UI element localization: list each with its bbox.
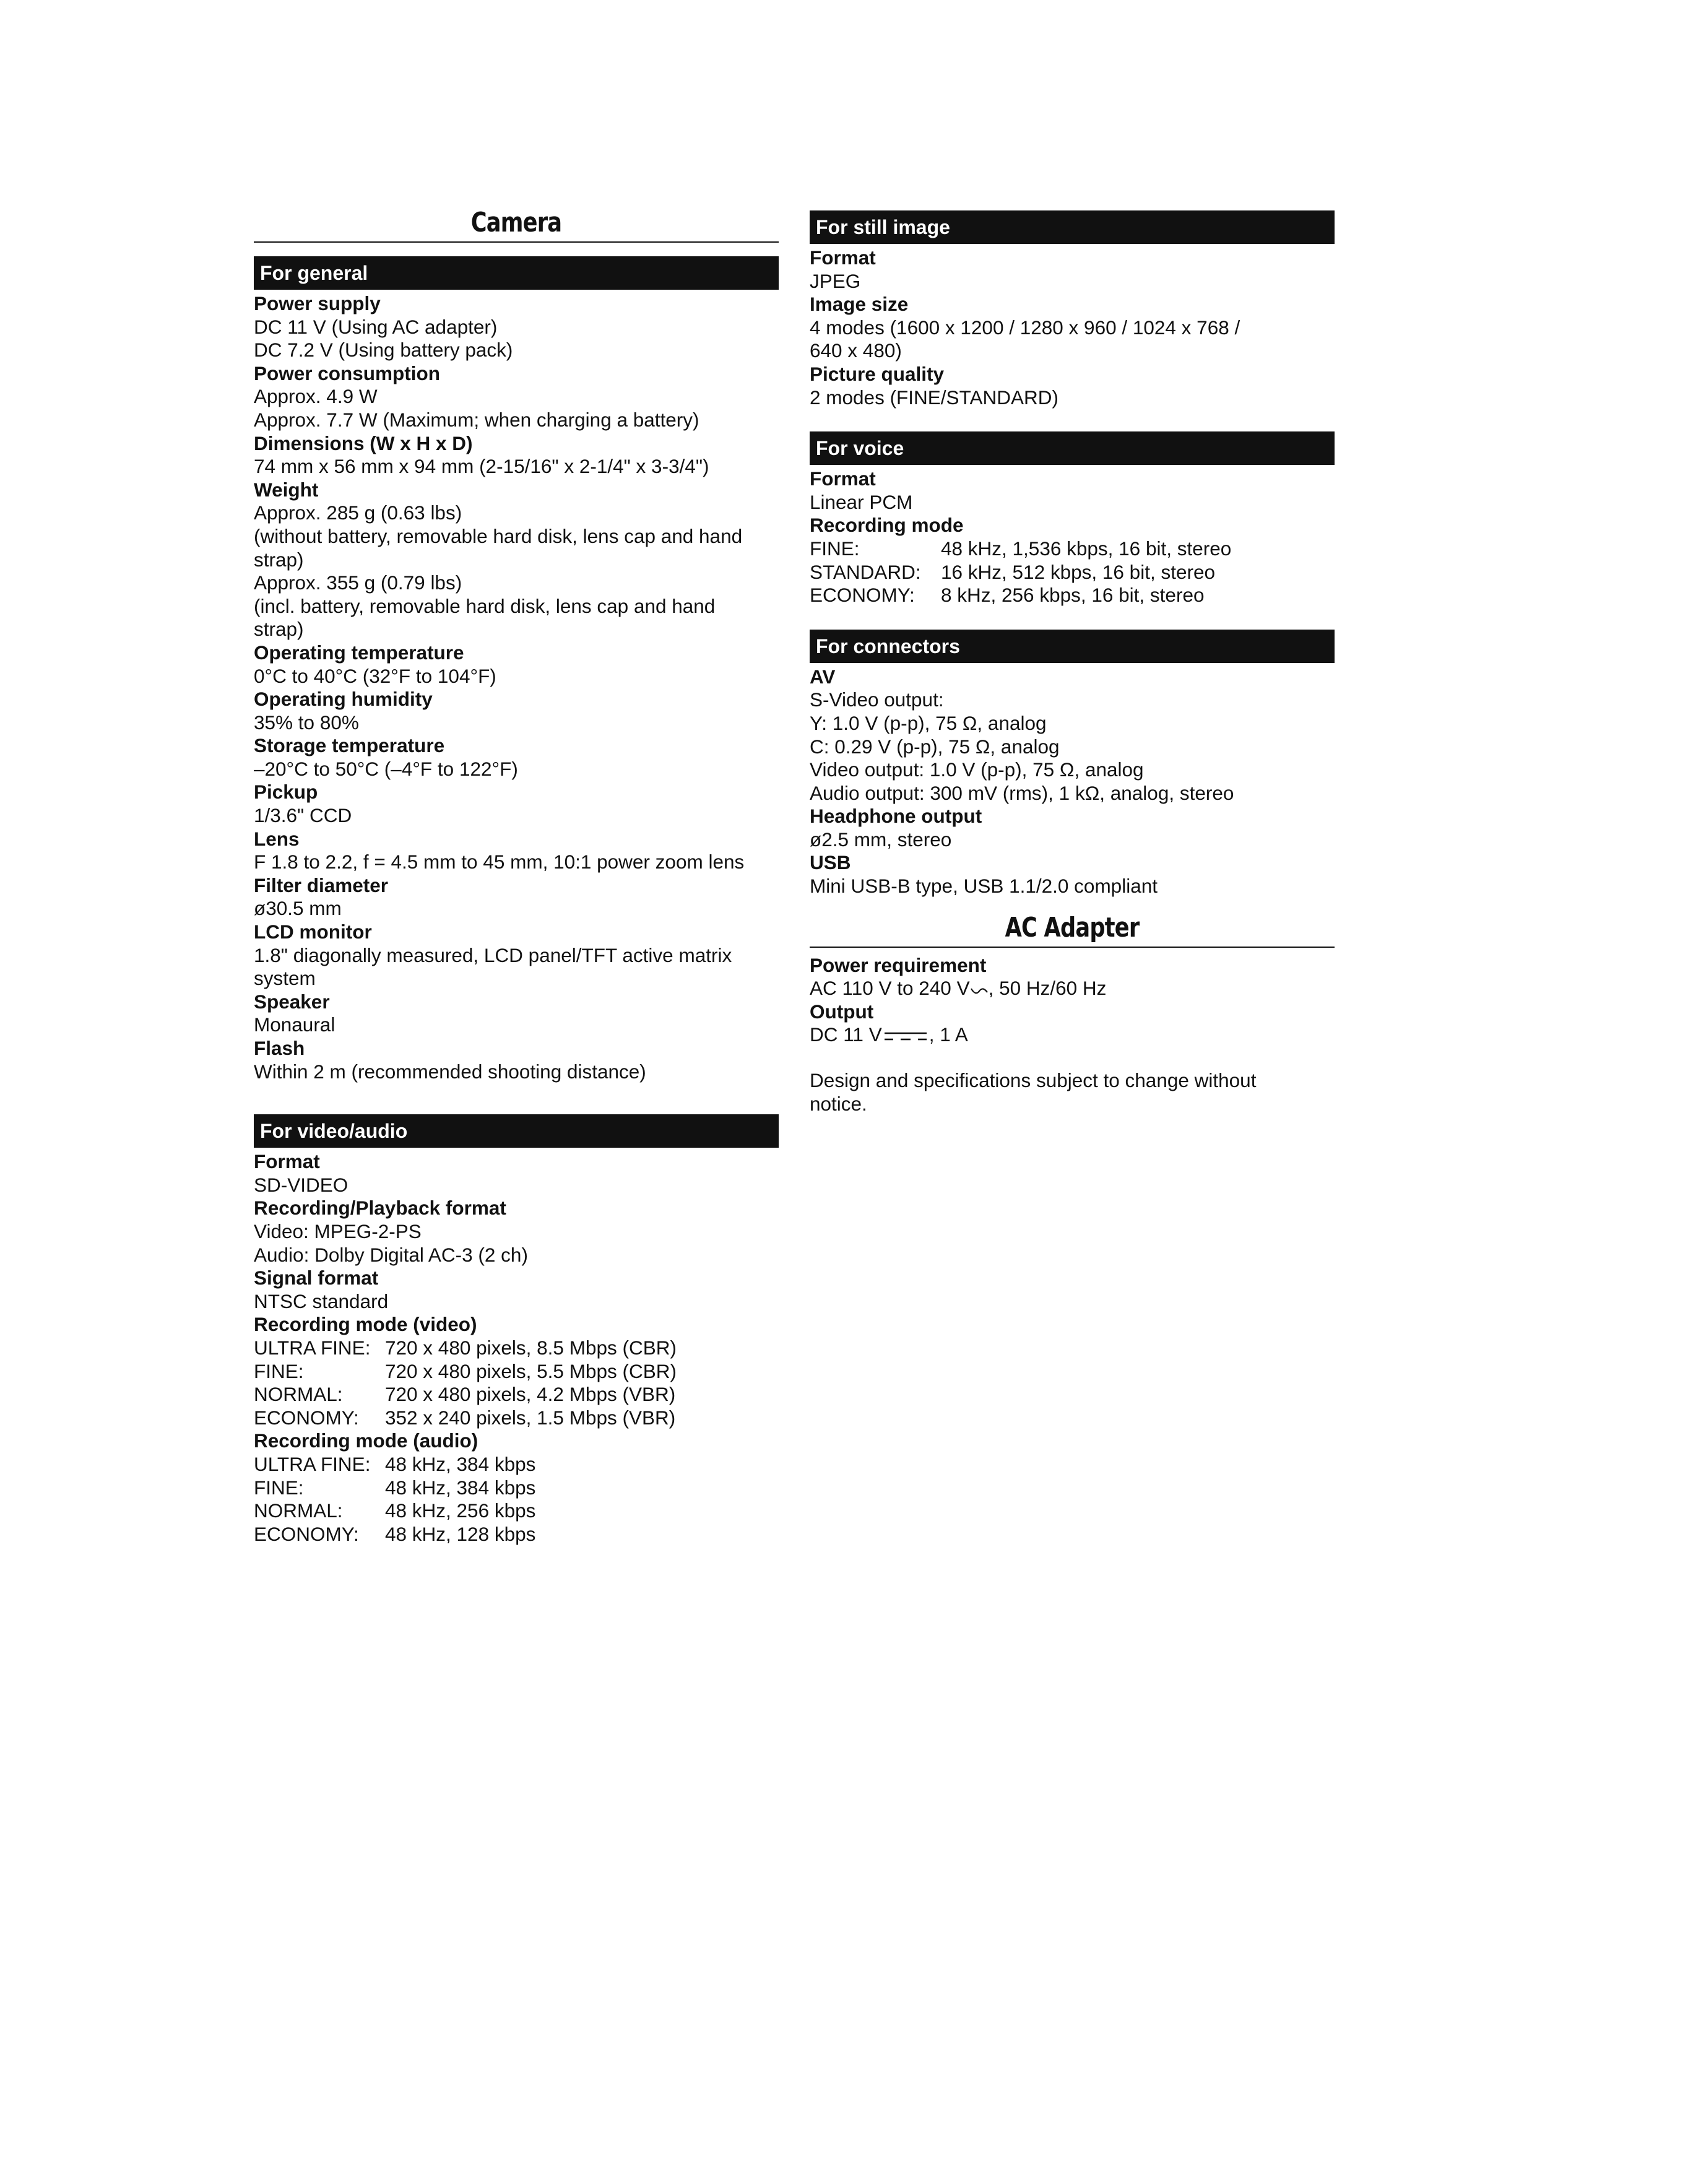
connectors-section xyxy=(810,630,1335,898)
mode-label: FINE: xyxy=(810,537,860,560)
spec-item xyxy=(254,641,779,688)
mode-value: 352 x 240 pixels, 1.5 Mbps (VBR) xyxy=(385,1406,676,1429)
spec-value: DC 11 V (Using AC adapter) xyxy=(254,315,498,338)
spec-item xyxy=(254,1313,779,1429)
spec-value: Approx. 285 g (0.63 lbs) xyxy=(254,501,462,524)
mode-value: 48 kHz, 256 kbps xyxy=(385,1499,536,1522)
table-row xyxy=(254,1406,779,1430)
spec-item xyxy=(810,246,1335,293)
spec-label: Speaker xyxy=(254,990,330,1013)
still-image-heading: For still image xyxy=(810,210,1335,244)
spec-value: 74 mm x 56 mm x 94 mm (2-15/16" x 2-1/4" x 3-3/4") xyxy=(254,455,709,478)
spec-value: 2 modes (FINE/STANDARD) xyxy=(810,386,1058,409)
table-row xyxy=(254,1499,779,1523)
spec-item xyxy=(254,432,779,479)
spec-value: (incl. battery, removable hard disk, lens cap and hand xyxy=(254,594,716,617)
spec-value: strap) xyxy=(254,548,304,571)
spec-item xyxy=(254,292,779,362)
mode-value: 720 x 480 pixels, 8.5 Mbps (CBR) xyxy=(385,1336,677,1359)
mode-value: 16 kHz, 512 kbps, 16 bit, stereo xyxy=(941,560,1215,583)
spec-label: Recording mode (video) xyxy=(254,1313,477,1336)
spec-value: Approx. 4.9 W xyxy=(254,385,378,408)
spec-value: S-Video output: xyxy=(810,688,944,711)
spec-label: Recording mode xyxy=(810,514,964,537)
spec-value: DC 7.2 V (Using battery pack) xyxy=(254,339,513,362)
output-prefix: DC 11 V xyxy=(810,1023,882,1046)
mode-label: ECONOMY: xyxy=(810,584,915,607)
spec-label: Storage temperature xyxy=(254,734,445,757)
spec-value: 4 modes (1600 x 1200 / 1280 x 960 / 1024 x 768 / xyxy=(810,316,1240,339)
spec-value: Monaural xyxy=(254,1013,335,1036)
spec-item xyxy=(254,1429,779,1546)
voice-rec-table xyxy=(810,537,1335,607)
rec-video-table xyxy=(254,1337,779,1429)
mode-label: ECONOMY: xyxy=(254,1522,359,1545)
spec-label: Filter diameter xyxy=(254,873,389,896)
spec-item xyxy=(254,781,779,827)
spec-label: Operating temperature xyxy=(254,641,464,664)
table-row xyxy=(810,584,1335,607)
spec-value: 0°C to 40°C (32°F to 104°F) xyxy=(254,664,496,687)
ac-wave-icon xyxy=(970,984,989,996)
av-lines xyxy=(810,688,1335,805)
spec-value xyxy=(810,1023,1335,1047)
table-row xyxy=(254,1337,779,1360)
spec-value: Audio: Dolby Digital AC-3 (2 ch) xyxy=(254,1243,528,1266)
spec-value: system xyxy=(254,967,316,990)
spec-item xyxy=(810,851,1335,898)
spec-value: (without battery, removable hard disk, lens cap and hand xyxy=(254,524,743,547)
mode-label: NORMAL: xyxy=(254,1383,343,1406)
spec-value: C: 0.29 V (p-p), 75 Ω, analog xyxy=(810,735,1060,758)
table-row xyxy=(254,1523,779,1546)
spec-item xyxy=(810,665,1335,805)
mode-value: 720 x 480 pixels, 4.2 Mbps (VBR) xyxy=(385,1383,676,1406)
spec-label: Pickup xyxy=(254,781,318,804)
spec-value: ø2.5 mm, stereo xyxy=(810,828,952,851)
spec-item xyxy=(810,954,1335,1047)
spec-value: Y: 1.0 V (p-p), 75 Ω, analog xyxy=(810,711,1047,734)
spec-item xyxy=(254,362,779,432)
spec-label: AV xyxy=(810,665,836,688)
table-row xyxy=(810,537,1335,561)
mode-label: NORMAL: xyxy=(254,1499,343,1522)
spec-value: ø30.5 mm xyxy=(254,897,342,920)
mode-label: ECONOMY: xyxy=(254,1406,359,1429)
spec-item xyxy=(810,293,1335,363)
general-heading: For general xyxy=(254,256,779,290)
left-column xyxy=(254,204,779,1577)
mode-value: 48 kHz, 128 kbps xyxy=(385,1522,536,1545)
spec-value: Video output: 1.0 V (p-p), 75 Ω, analog xyxy=(810,758,1144,781)
spec-label: Format xyxy=(810,467,876,490)
spec-item xyxy=(810,363,1335,409)
spec-value: JPEG xyxy=(810,269,861,292)
spec-value: F 1.8 to 2.2, f = 4.5 mm to 45 mm, 10:1 power zoom lens xyxy=(254,851,745,873)
note-line: Design and specifications subject to change without xyxy=(810,1069,1257,1092)
spec-value: strap) xyxy=(254,618,304,641)
spec-label: Dimensions (W x H x D) xyxy=(254,431,473,454)
spec-item xyxy=(254,688,779,734)
spec-value: Audio output: 300 mV (rms), 1 kΩ, analog, stereo xyxy=(810,781,1234,804)
spec-label: Format xyxy=(810,246,876,269)
ac-adapter-title-rule xyxy=(810,947,1335,948)
spec-label: Picture quality xyxy=(810,362,945,385)
video-audio-heading: For video/audio xyxy=(254,1114,779,1148)
note-line: notice. xyxy=(810,1092,867,1115)
spec-item xyxy=(254,990,779,1037)
disclaimer-note xyxy=(810,1069,1335,1116)
spec-value: 35% to 80% xyxy=(254,711,359,734)
spec-value: Linear PCM xyxy=(810,490,913,513)
spec-value: 1/3.6" CCD xyxy=(254,804,352,827)
spec-item xyxy=(254,828,779,874)
spec-value: 640 x 480) xyxy=(810,339,902,362)
spec-value: Mini USB-B type, USB 1.1/2.0 compliant xyxy=(810,875,1158,898)
ac-adapter-section xyxy=(810,909,1335,1116)
mode-label: ULTRA FINE: xyxy=(254,1336,371,1359)
spec-item xyxy=(810,805,1335,851)
spec-value: Within 2 m (recommended shooting distance) xyxy=(254,1060,646,1083)
spec-value: Approx. 355 g (0.79 lbs) xyxy=(254,571,462,594)
table-row xyxy=(810,561,1335,584)
spec-value: Video: MPEG-2-PS xyxy=(254,1220,422,1242)
dc-symbol-icon xyxy=(882,1029,929,1044)
spec-item xyxy=(254,874,779,921)
spec-value xyxy=(810,977,1335,1000)
spec-label: Image size xyxy=(810,293,909,316)
mode-value: 8 kHz, 256 kbps, 16 bit, stereo xyxy=(941,584,1205,607)
spec-value: NTSC standard xyxy=(254,1289,389,1312)
mode-value: 48 kHz, 384 kbps xyxy=(385,1452,536,1475)
voice-heading: For voice xyxy=(810,431,1335,465)
spec-item xyxy=(810,467,1335,514)
camera-title: Camera xyxy=(470,207,562,238)
spec-label: Power supply xyxy=(254,292,381,314)
spec-label: Operating humidity xyxy=(254,688,433,711)
right-column xyxy=(810,210,1335,1116)
table-row xyxy=(254,1476,779,1500)
still-image-section xyxy=(810,210,1335,409)
spec-value: –20°C to 50°C (–4°F to 122°F) xyxy=(254,757,518,780)
table-row xyxy=(254,1360,779,1384)
spec-label: Recording/Playback format xyxy=(254,1197,506,1220)
spec-value: Approx. 7.7 W (Maximum; when charging a battery) xyxy=(254,408,699,431)
spec-label: Flash xyxy=(254,1037,305,1059)
spec-item xyxy=(254,1037,779,1083)
mode-label: ULTRA FINE: xyxy=(254,1452,371,1475)
output-suffix: , 1 A xyxy=(928,1023,968,1046)
spec-label: Recording mode (audio) xyxy=(254,1429,478,1452)
spec-label: Power requirement xyxy=(810,953,987,976)
spec-item xyxy=(254,1150,779,1197)
spec-label: Power consumption xyxy=(254,362,441,384)
spec-label: LCD monitor xyxy=(254,921,372,943)
connectors-heading: For connectors xyxy=(810,630,1335,663)
rec-audio-table xyxy=(254,1453,779,1546)
table-row xyxy=(254,1383,779,1406)
power-prefix: AC 110 V to 240 V xyxy=(810,977,970,1000)
spec-label: Headphone output xyxy=(810,805,982,828)
spec-label: USB xyxy=(810,851,851,874)
spec-value: SD-VIDEO xyxy=(254,1173,348,1196)
table-row xyxy=(254,1453,779,1476)
voice-section xyxy=(810,431,1335,607)
mode-value: 720 x 480 pixels, 5.5 Mbps (CBR) xyxy=(385,1359,677,1382)
spec-item xyxy=(810,514,1335,607)
spec-item xyxy=(254,1197,779,1267)
spec-item xyxy=(254,1267,779,1313)
mode-value: 48 kHz, 1,536 kbps, 16 bit, stereo xyxy=(941,537,1232,560)
spec-label: Lens xyxy=(254,827,300,850)
general-items xyxy=(254,292,779,1083)
mode-label: FINE: xyxy=(254,1476,304,1499)
power-suffix: , 50 Hz/60 Hz xyxy=(988,977,1107,1000)
camera-title-rule xyxy=(254,241,779,243)
spec-label: Signal format xyxy=(254,1267,379,1289)
mode-label: FINE: xyxy=(254,1359,304,1382)
spec-item xyxy=(254,734,779,781)
ac-adapter-title: AC Adapter xyxy=(1005,911,1140,943)
video-audio-section xyxy=(254,1114,779,1546)
mode-label: STANDARD: xyxy=(810,560,921,583)
spec-value: 1.8" diagonally measured, LCD panel/TFT active matrix xyxy=(254,943,732,966)
spec-label: Weight xyxy=(254,478,319,501)
spec-label: Output xyxy=(810,1000,874,1023)
spec-label: Format xyxy=(254,1150,320,1173)
spec-item xyxy=(254,921,779,990)
mode-value: 48 kHz, 384 kbps xyxy=(385,1476,536,1499)
general-section xyxy=(254,256,779,1083)
spec-item xyxy=(254,479,779,641)
